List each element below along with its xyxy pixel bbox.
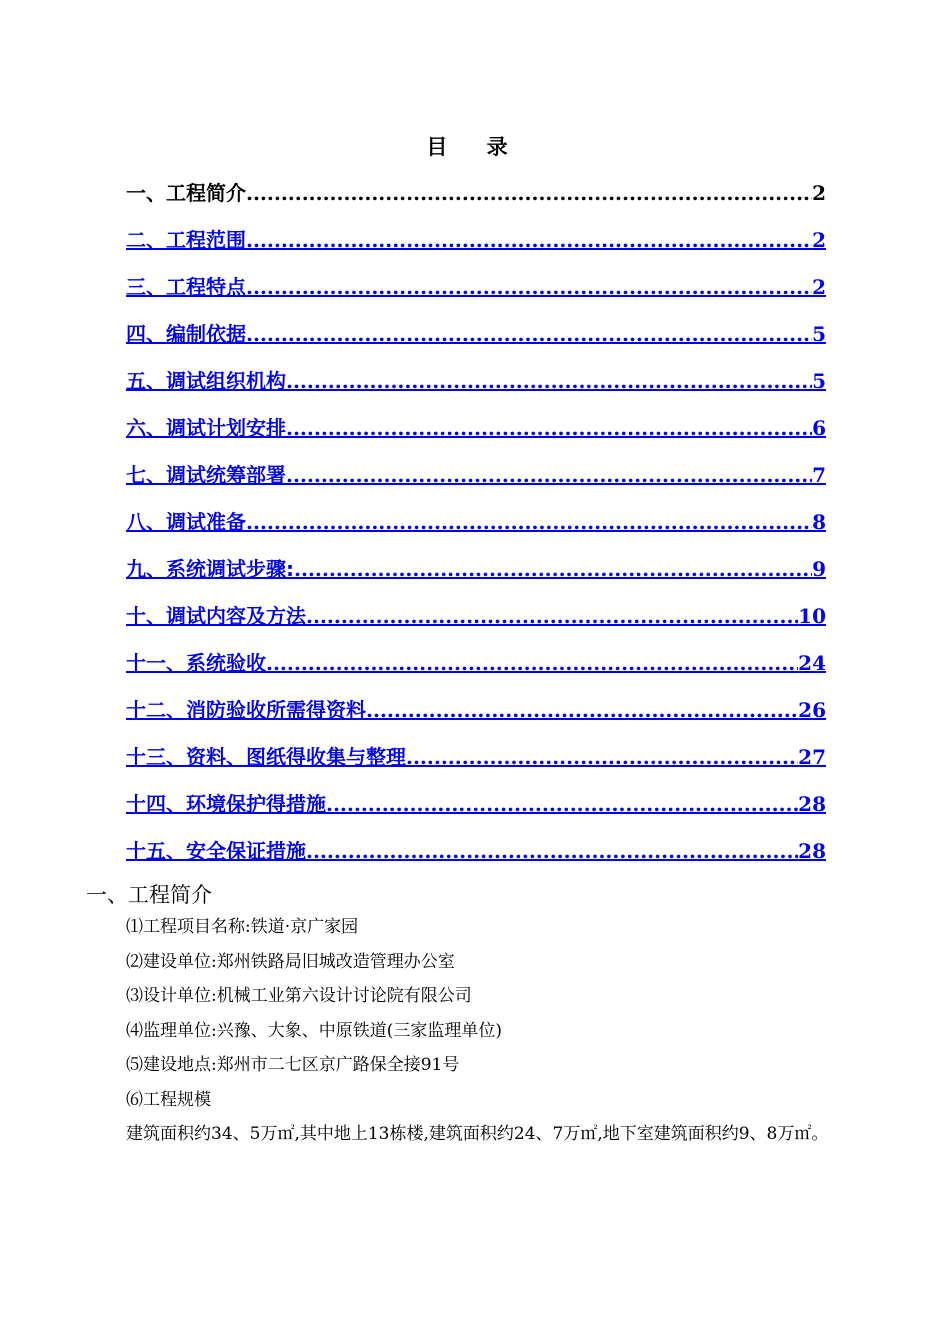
project-info-line: ⑵建设单位:郑州铁路局旧城改造管理办公室 <box>126 951 455 972</box>
toc-dot-leader <box>286 411 812 445</box>
table-of-contents <box>126 176 826 881</box>
toc-entry[interactable] <box>126 364 826 411</box>
toc-dot-leader <box>246 270 812 304</box>
toc-entry[interactable] <box>126 787 826 834</box>
toc-entry[interactable] <box>126 740 826 787</box>
toc-entry[interactable] <box>126 599 826 646</box>
toc-page-number: 2 <box>812 228 826 252</box>
project-info-line: ⑶设计单位:机械工业第六设计讨论院有限公司 <box>126 986 472 1006</box>
toc-entry[interactable] <box>126 646 826 693</box>
toc-dot-leader <box>326 787 798 821</box>
toc-entry[interactable] <box>126 505 826 552</box>
toc-dot-leader <box>294 552 812 586</box>
toc-entry[interactable] <box>126 458 826 505</box>
toc-entry-label: 五、调试组织机构 <box>126 369 286 393</box>
toc-dot-leader <box>406 740 798 774</box>
toc-entry-label: 十、调试内容及方法 <box>126 604 306 628</box>
toc-entry-label: 四、编制依据 <box>126 322 246 346</box>
toc-entry-label: 十一、系统验收 <box>126 651 266 675</box>
toc-entry-label: 十三、资料、图纸得收集与整理 <box>126 745 406 769</box>
toc-entry-label: 九、系统调试步骤: <box>126 557 294 581</box>
toc-entry-label: 三、工程特点 <box>126 275 246 299</box>
toc-entry-label: 六、调试计划安排 <box>126 416 286 440</box>
toc-page-number: 2 <box>812 181 826 205</box>
toc-dot-leader <box>306 834 798 868</box>
toc-entry-label: 一、工程简介 <box>126 181 246 205</box>
project-info-line: ⑹工程规模 <box>126 1089 211 1110</box>
toc-page-number: 24 <box>798 651 826 675</box>
toc-dot-leader <box>246 317 812 351</box>
toc-page-number: 28 <box>798 792 826 816</box>
toc-page-number: 5 <box>812 369 826 393</box>
project-info-line: ⑴工程项目名称:铁道·京广家园 <box>126 917 359 937</box>
toc-page-number: 26 <box>798 698 826 722</box>
toc-page-number: 6 <box>812 416 826 440</box>
toc-title: 目 录 <box>426 135 524 159</box>
toc-page-number: 8 <box>812 510 826 534</box>
toc-page-number: 2 <box>812 275 826 299</box>
toc-dot-leader <box>366 693 798 727</box>
project-scale-paragraph: 建筑面积约34、5万㎡,其中地上13栋楼,建筑面积约24、7万㎡,地下室建筑面积约9、8万㎡。 <box>126 1124 829 1144</box>
toc-entry-label: 二、工程范围 <box>126 228 246 252</box>
toc-dot-leader <box>286 458 812 492</box>
project-info-line: ⑸建设地点:郑州市二七区京广路保全接91号 <box>126 1055 460 1075</box>
toc-dot-leader <box>246 223 812 257</box>
toc-page-number: 27 <box>798 745 826 769</box>
toc-entry-label: 十四、环境保护得措施 <box>126 792 326 816</box>
toc-dot-leader <box>266 646 798 680</box>
toc-entry-label: 十二、消防验收所需得资料 <box>126 698 366 722</box>
toc-page-number: 10 <box>798 604 826 628</box>
toc-entry-label: 十五、安全保证措施 <box>126 839 306 863</box>
project-info-list <box>126 910 866 1117</box>
toc-page-number: 9 <box>812 557 826 581</box>
toc-page-number: 7 <box>812 463 826 487</box>
toc-entry[interactable] <box>126 411 826 458</box>
toc-entry[interactable] <box>126 693 826 740</box>
toc-page-number: 28 <box>798 839 826 863</box>
toc-dot-leader <box>246 176 812 210</box>
toc-entry[interactable] <box>126 317 826 364</box>
toc-dot-leader <box>246 505 812 539</box>
toc-entry-label: 八、调试准备 <box>126 510 246 534</box>
project-info-line: ⑷监理单位:兴豫、大象、中原铁道(三家监理单位) <box>126 1020 502 1041</box>
toc-entry[interactable] <box>126 223 826 270</box>
toc-entry-label: 七、调试统筹部署 <box>126 463 286 487</box>
toc-page-number: 5 <box>812 322 826 346</box>
toc-entry[interactable] <box>126 270 826 317</box>
toc-entry[interactable] <box>126 176 826 223</box>
toc-entry[interactable] <box>126 552 826 599</box>
toc-entry[interactable] <box>126 834 826 881</box>
section-heading: 一、工程简介 <box>86 883 212 907</box>
toc-dot-leader <box>286 364 812 398</box>
toc-dot-leader <box>306 599 798 633</box>
